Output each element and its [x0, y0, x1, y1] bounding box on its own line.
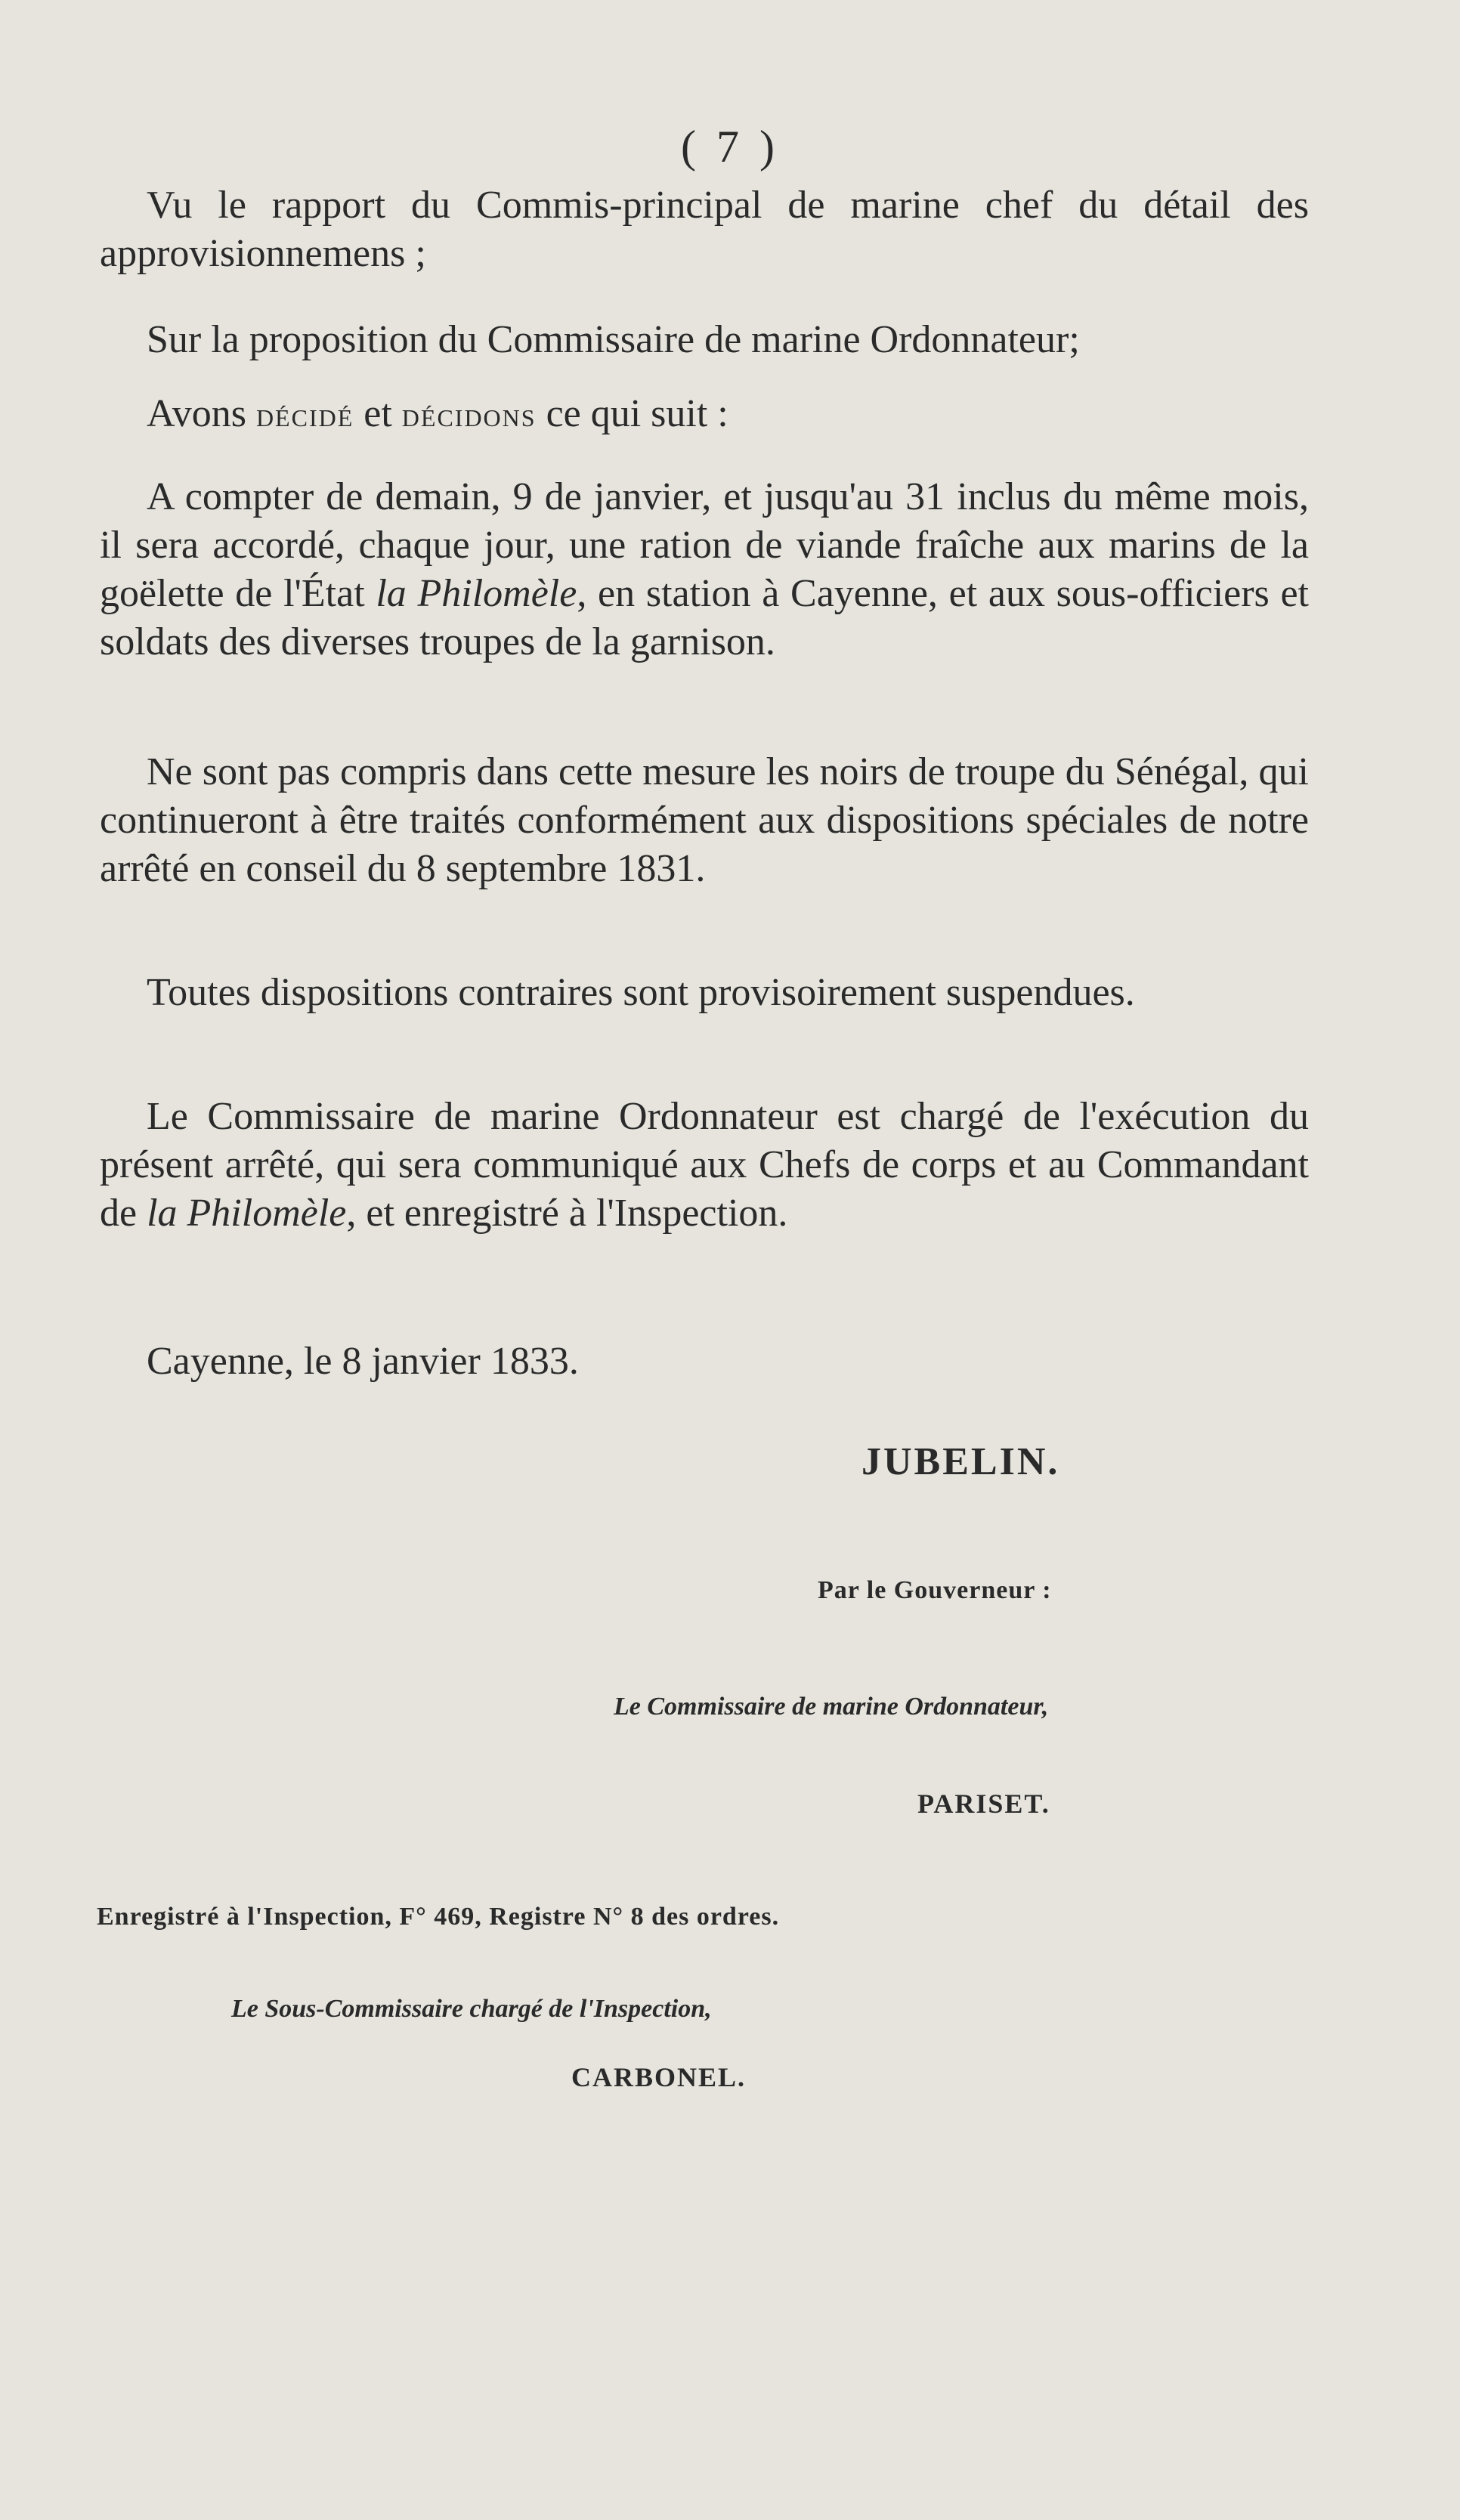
paragraph-suspension	[100, 969, 1309, 1017]
paragraph-rapport	[100, 181, 1309, 278]
paragraph-execution-text-a: Le Commissaire de marine Ordonnateur est chargé de l'exécution du présent arrêté, qui sera communiqué aux Chefs de corps et au Commandant de	[100, 1095, 1309, 1235]
paragraph-proposition	[100, 316, 1309, 364]
commissaire-title: Le Commissaire de marine Ordonnateur,	[614, 1693, 1049, 1721]
paragraph-decision	[100, 390, 1309, 439]
paragraph-suspension-text: Toutes dispositions contraires sont provisoirement suspendues.	[147, 971, 1135, 1014]
paragraph-date	[100, 1337, 1309, 1386]
signature-carbonel: CARBONEL.	[571, 2062, 747, 2092]
paragraph-proposition-text: Sur la proposition du Commissaire de marine Ordonnateur;	[147, 318, 1080, 361]
word-decide: décidé	[255, 395, 354, 434]
paragraph-execution-text-b: , et enregistré à l'Inspection.	[346, 1192, 788, 1235]
word-decidons: décidons	[401, 395, 537, 434]
signature-jubelin: JUBELIN.	[861, 1440, 1060, 1483]
paragraph-ration	[100, 473, 1309, 666]
paragraph-decision-text-c: ce qui suit :	[536, 392, 728, 435]
ship-name: la Philomèle	[147, 1192, 347, 1235]
ship-name: la Philomèle	[376, 572, 577, 615]
paragraph-decision-text-b: et	[354, 392, 402, 435]
date-text: Cayenne, le 8 janvier 1833.	[147, 1340, 579, 1383]
signature-pariset: PARISET.	[917, 1789, 1050, 1819]
paragraph-ration-text-a: A compter de demain, 9 de janvier, et jusqu'au 31 inclus du même mois, il sera accordé, chaque jour, une ration de viande fraîche aux marins de la goëlette de l'État	[100, 475, 1309, 615]
par-le-gouverneur: Par le Gouverneur :	[818, 1576, 1052, 1604]
paragraph-execution	[100, 1093, 1309, 1238]
paragraph-exceptions	[100, 748, 1309, 893]
paragraph-ration-text-b: , en station à Cayenne, et aux sous-officiers et soldats des diverses troupes de la garnison.	[100, 572, 1310, 663]
page-number: ( 7 )	[681, 122, 779, 172]
enregistrement-note: Enregistré à l'Inspection, F° 469, Registre N° 8 des ordres.	[97, 1903, 780, 1931]
paragraph-exceptions-text: Ne sont pas compris dans cette mesure les noirs de troupe du Sénégal, qui continueront à être traités conformément aux dispositions spéciales de notre arrêté en conseil du 8 septembre 1831.	[100, 750, 1309, 890]
sous-commissaire-title: Le Sous-Commissaire chargé de l'Inspection,	[231, 1995, 712, 2023]
paragraph-rapport-text: Vu le rapport du Commis-principal de marine chef du détail des approvisionnemens ;	[100, 184, 1309, 275]
paragraph-decision-text-a: Avons	[147, 392, 256, 435]
